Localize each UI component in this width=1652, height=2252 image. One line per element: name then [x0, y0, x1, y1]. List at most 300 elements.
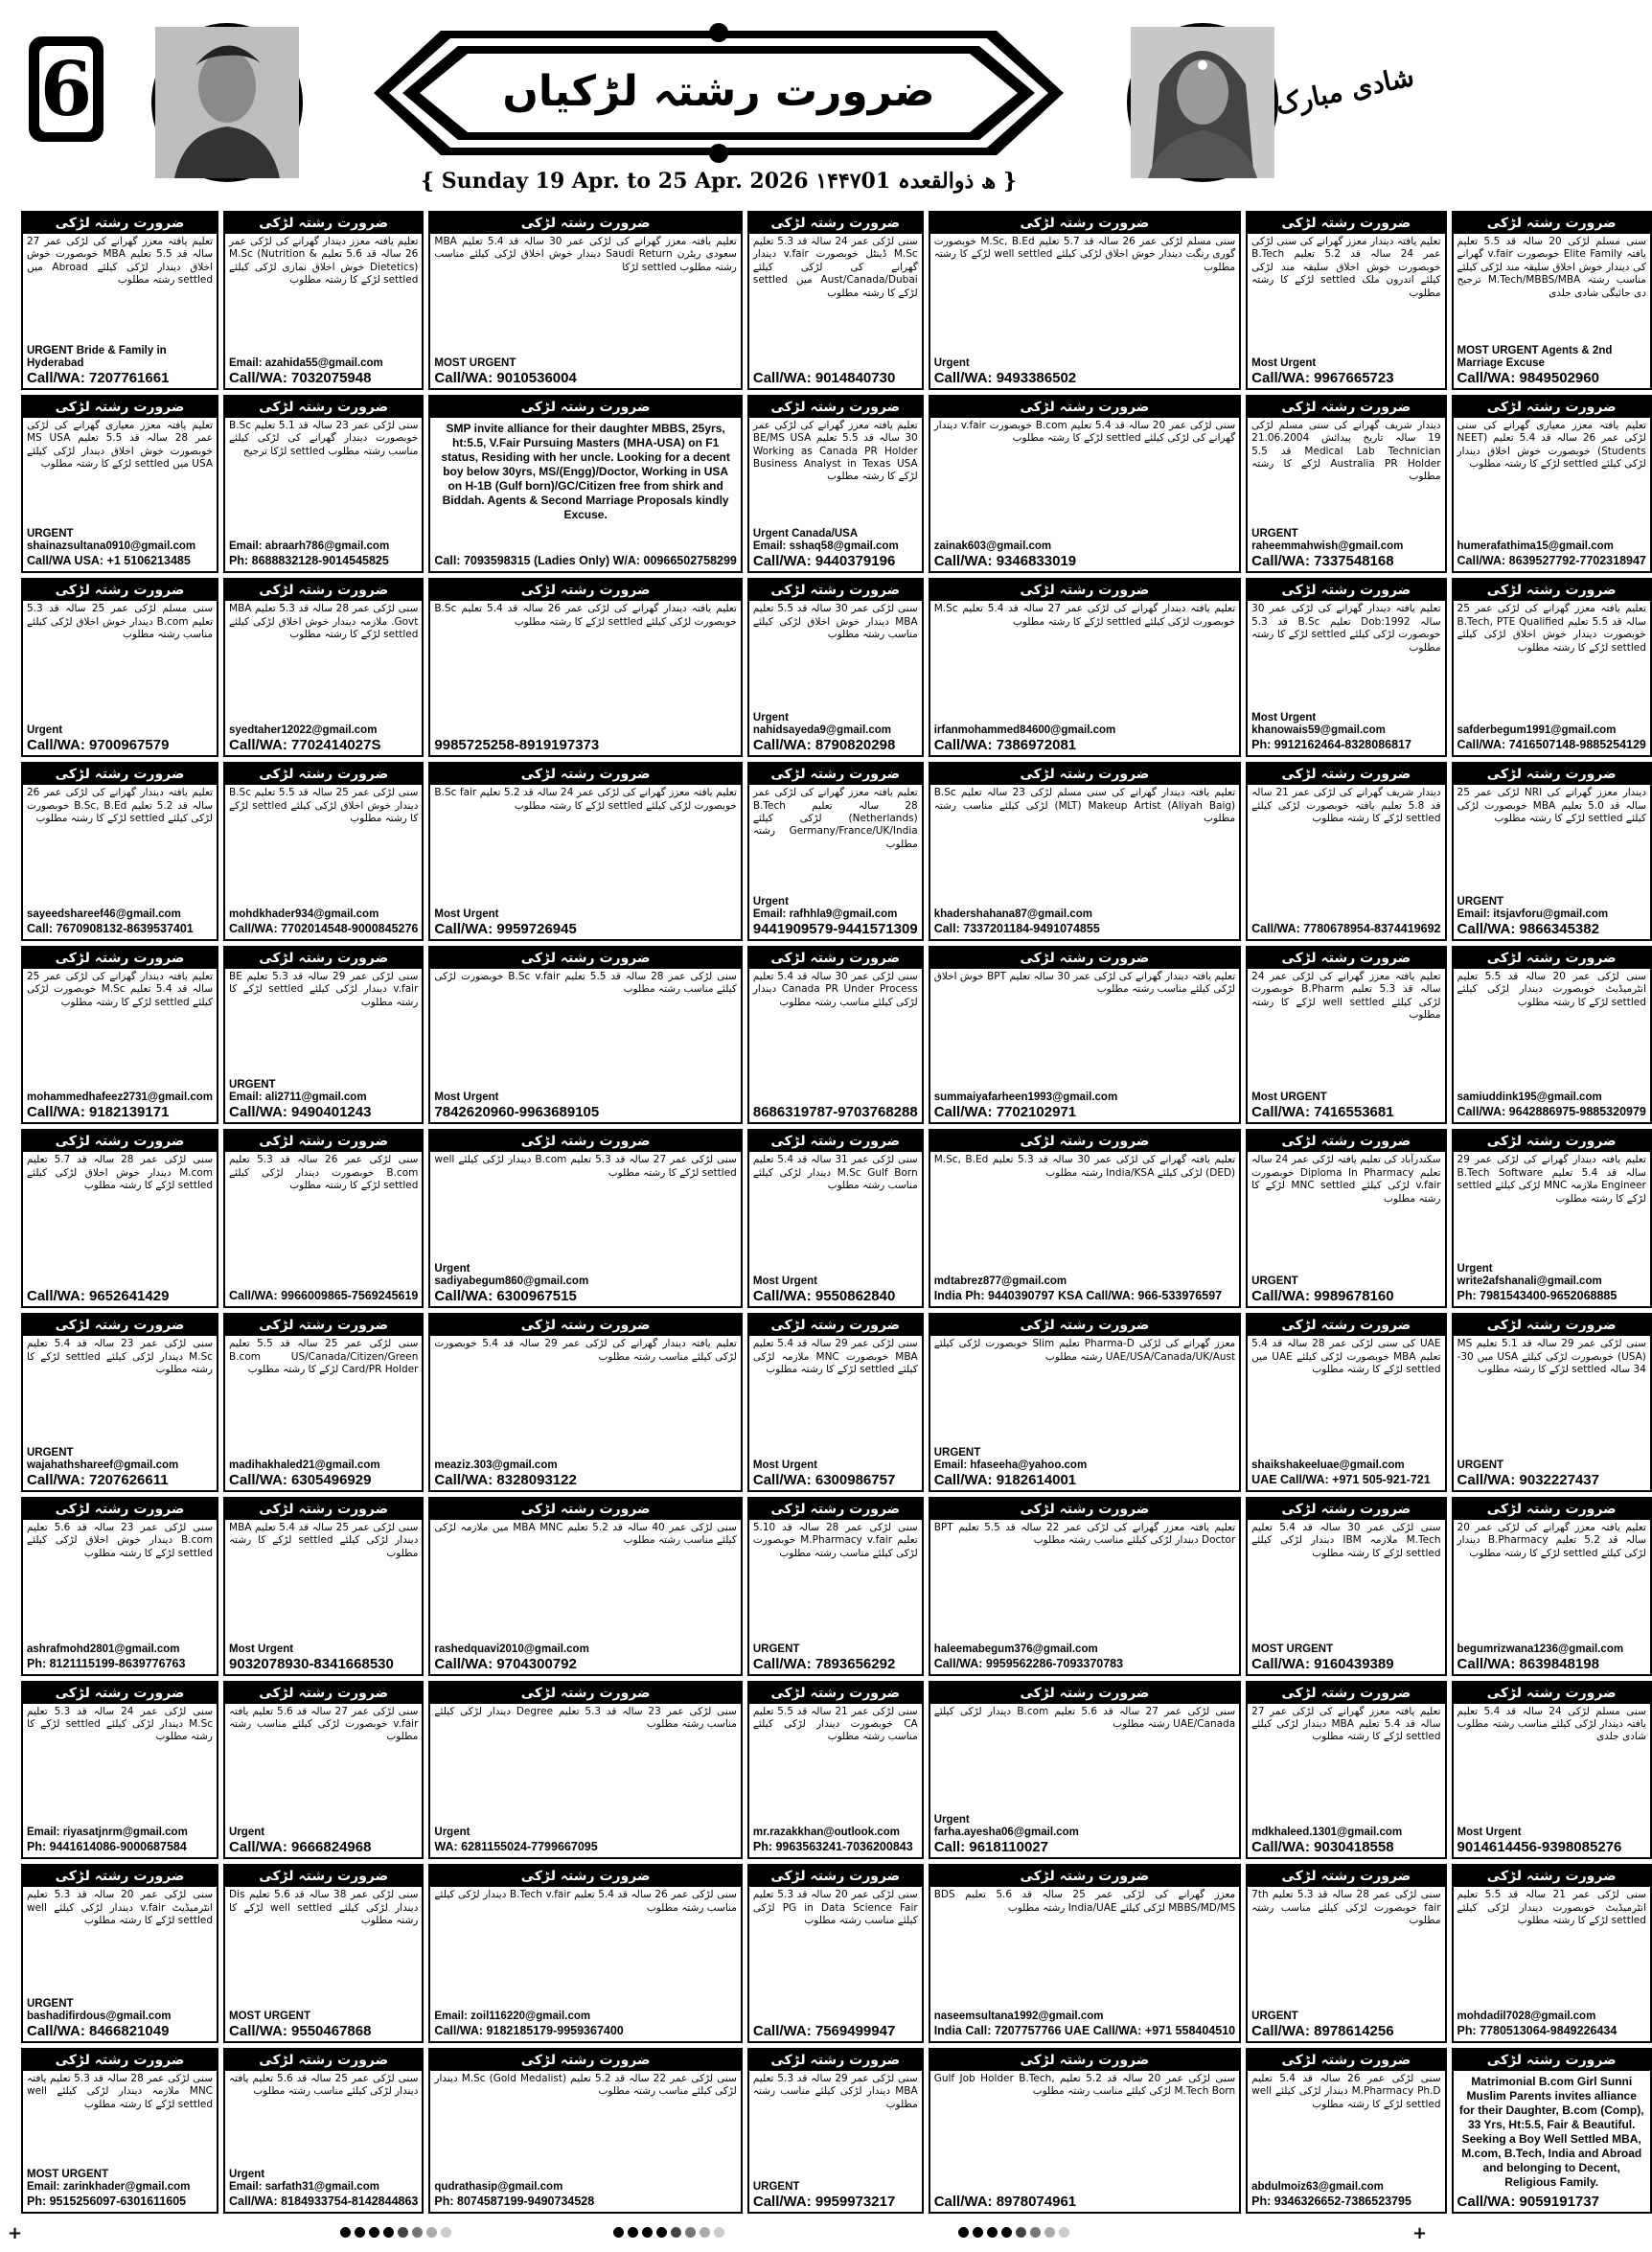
ad-contact: Call/WA: 7780678954-8374419692 [1251, 921, 1441, 935]
ad-body: سنی لڑکی عمر 28 سالہ قد 5.3 تعلیم MBA Govt. ملازمہ دیندار خوش اخلاق لڑکی کیلئے settled لڑکے کا رشتہ مطلوب [229, 603, 419, 641]
classified-ad [929, 2048, 1241, 2214]
ad-urgency-tag: URGENT [27, 1997, 74, 2010]
ad-body: سنی لڑکی عمر 27 سالہ قد 5.3 تعلیم B.com دیندار لڑکی کیلئے well settled لڑکے کا رشتہ مطلوب [434, 1154, 737, 1179]
ad-body: سنی لڑکی عمر 24 سالہ قد 5.3 تعلیم M.Sc ڈینٹل خوبصورت v.fair دیندار گھرانے کی لڑکی کیلئے Aust/Canada/Dubai میں settled لڑکے کا رشتہ مطلوب [752, 236, 918, 299]
ad-urgency-tag: Urgent [1457, 1263, 1493, 1275]
ad-contact: Call/WA: 7032075948 [229, 369, 372, 386]
classified-ad [223, 2048, 424, 2214]
classified-ad [1452, 1313, 1652, 1492]
ad-email: qudrathasip@gmail.com [434, 2181, 563, 2193]
ad-heading: ضرورت رشتہ لڑکی [430, 580, 740, 601]
classified-ad [428, 762, 742, 941]
ad-email: mr.razakkhan@outlook.com [752, 1827, 900, 1839]
ad-heading: ضرورت رشتہ لڑکی [1454, 948, 1650, 969]
ad-email: sayeedshareef46@gmail.com [27, 908, 181, 920]
ad-body: سنی لڑکی عمر 30 سالہ قد 5.4 تعلیم Canada PR Under Process دیندار لڑکی کیلئے مناسب رشتہ مطلوب [752, 970, 918, 1008]
ad-heading: ضرورت رشتہ لڑکی [430, 1499, 740, 1520]
ad-contact: Call/WA: 8978074961 [933, 2194, 1077, 2210]
ad-body: سنی لڑکی عمر 26 سالہ قد 5.3 تعلیم B.com خوبصورت دیندار لڑکی کیلئے settled لڑکے کا رشتہ مطلوب [229, 1154, 419, 1192]
color-bar-center [613, 2227, 724, 2238]
classified-ad [747, 946, 924, 1125]
ad-contact: 7842620960-9963689105 [434, 1104, 600, 1121]
classified-ad [1246, 1497, 1446, 1676]
ad-heading: ضرورت رشتہ لڑکی [749, 1683, 922, 1704]
ad-contact: Call/WA: 7416553681 [1251, 1104, 1394, 1121]
ad-body: تعلیم یافتہ معزز گھرانے کی لڑکی عمر 30 سالہ قد 5.5 تعلیم BE/MS USA Working as Canada PR Holder Business Analyst in Texas USA لڑکے کا رشتہ مطلوب [752, 419, 918, 483]
classified-ad [1246, 395, 1446, 574]
classified-ad [21, 1497, 218, 1676]
ad-contact: Call/WA: 9440379196 [752, 553, 896, 570]
classified-ad [747, 578, 924, 757]
classified-ad [428, 1681, 742, 1860]
ad-email: Email: rafhhla9@gmail.com [752, 908, 898, 920]
ad-contact: Call/WA: 9032227437 [1457, 1471, 1599, 1488]
ad-body: تعلیم یافتہ معزز گھرانے کی لڑکی عمر 24 سالہ قد 5.3 تعلیم B.Pharm خوبصورت لڑکی کیلئے well settled لڑکے کا رشتہ مطلوب [1251, 970, 1441, 1022]
ad-heading: ضرورت رشتہ لڑکی [1454, 397, 1650, 418]
ad-body: سنی لڑکی عمر 30 سالہ قد 5.4 تعلیم M.Tech ملازمہ IBM دیندار لڑکی کیلئے settled لڑکے کا رشتہ مطلوب [1251, 1521, 1441, 1559]
ad-email: mohammedhafeez2731@gmail.com [27, 1092, 214, 1104]
ad-email: madihakhaled21@gmail.com [229, 1459, 380, 1471]
ad-body: سنی لڑکی عمر 29 سالہ قد 5.3 تعلیم MBA دیندار لڑکی کیلئے مناسب رشتہ مطلوب [752, 2072, 918, 2110]
ad-contact: Call/WA: 6300967515 [434, 1288, 577, 1305]
ad-email: naseemsultana1992@gmail.com [933, 2010, 1104, 2022]
classified-ad [21, 762, 218, 941]
ad-heading: ضرورت رشتہ لڑکی [930, 1499, 1239, 1520]
ad-email: ashrafmohd2801@gmail.com [27, 1643, 180, 1655]
ad-urgency-tag: URGENT Bride & Family in Hyderabad [27, 344, 167, 369]
ad-contact: Call: 7670908132-8639537401 [27, 921, 194, 935]
page-footer [0, 2221, 1437, 2250]
ad-body: سنی لڑکی عمر 38 سالہ قد 5.6 تعلیم Dis دیندار لڑکی کیلئے well settled لڑکے کا رشتہ مطلوب [229, 1889, 419, 1927]
ad-urgency-tag: MOST URGENT [434, 356, 516, 369]
ad-heading: ضرورت رشتہ لڑکی [1454, 1866, 1650, 1887]
ad-urgency-tag: URGENT [752, 2181, 800, 2193]
ad-body: تعلیم یافتہ دیندار گھرانے کی لڑکی عمر 27 سالہ قد 5.4 تعلیم M.Sc خوبصورت لڑکی کیلئے settled لڑکے کا رشتہ مطلوب [933, 603, 1236, 628]
ad-body: تعلیم یافتہ معزز گھرانے کی لڑکی عمر 20 سالہ قد 5.2 تعلیم B.Pharmacy دیندار لڑکی کیلئے settled لڑکے کا رشتہ مطلوب [1457, 1521, 1646, 1559]
ad-contact: Call/WA USA: +1 5106213485 [27, 554, 191, 568]
ad-body: تعلیم یافتہ دیندار گھرانے کی سنی مسلم لڑکی 23 سالہ تعلیم B.Sc (MLT) Makeup Artist (Aliyah Baig) لڑکی کیلئے مناسب رشتہ مطلوب [933, 787, 1236, 824]
ad-body: سنی لڑکی عمر 20 سالہ قد 5.3 تعلیم انٹرمیڈیٹ v.fair دیندار لڑکی کیلئے well settled لڑکے کا رشتہ مطلوب [27, 1889, 214, 1927]
ad-body: تعلیم یافتہ دیندار معزز گھرانے کی سنی لڑکی عمر 24 سالہ قد 5.2 تعلیم B.Tech خوبصورت خوش اخلاق سلیقہ مند لڑکی کیلئے اندرون ملک settled لڑکے کا رشتہ مطلوب [1251, 236, 1441, 299]
ad-body: سنی لڑکی عمر 28 سالہ قد 5.3 تعلیم یافتہ MNC ملازمہ دیندار لڑکی کیلئے well settled لڑکے کا رشتہ مطلوب [27, 2072, 214, 2110]
classified-ad [428, 1497, 742, 1676]
ad-body: تعلیم یافتہ دیندار گھرانے کی لڑکی عمر 30 سالہ تعلیم BPT خوش اخلاق لڑکی کیلئے مناسب رشتہ مطلوب [933, 970, 1236, 996]
classified-ad [1246, 1313, 1446, 1492]
ad-body: معزز گھرانے کی لڑکی Pharma-D تعلیم Slim خوبصورت لڑکی کیلئے UAE/USA/Canada/UK/Aust رشتہ مطلوب [933, 1338, 1236, 1363]
ad-contact: Call/WA: 7702014548-9000845276 [229, 921, 419, 935]
ad-body: تعلیم یافتہ معزز دیندار گھرانے کی لڑکی عمر 26 سالہ قد 5.6 تعلیم M.Sc (Nutrition & Dietetics) خوش اخلاق نمازی لڑکی کیلئے settled لڑکے کا رشتہ مطلوب [229, 236, 419, 287]
ad-body: سنی لڑکی عمر 24 سالہ قد 5.3 تعلیم M.Sc دیندار لڑکی کیلئے settled لڑکے کا رشتہ مطلوب [27, 1705, 214, 1743]
ad-contact: Call/WA: 8978614256 [1251, 2022, 1394, 2039]
classified-ad [1246, 211, 1446, 390]
ad-contact: Call/WA: 9010536004 [434, 369, 577, 386]
ad-body: تعلیم یافتہ معزز گھرانے کی لڑکی عمر 30 سالہ قد 5.4 تعلیم MBA سعودی ریٹرن Saudi Return دیندار خوش اخلاق لڑکی کیلئے مناسب رشتہ مطلوب settled لڑکا [434, 236, 737, 273]
ad-email: Email: riyasatjnrm@gmail.com [27, 1827, 188, 1839]
ad-contact: Call/WA: 9866345382 [1457, 920, 1599, 937]
classified-ad [428, 1864, 742, 2043]
classified-ad [21, 578, 218, 757]
ad-heading: ضرورت رشتہ لڑکی [23, 2050, 217, 2071]
ad-contact: Call/WA: 9652641429 [27, 1288, 170, 1305]
ad-heading: ضرورت رشتہ لڑکی [23, 1315, 217, 1336]
ad-email: write2afshanali@gmail.com [1457, 1275, 1602, 1288]
ad-contact: Call/WA: 9490401243 [229, 1104, 372, 1121]
classified-ad [21, 1681, 218, 1860]
ad-contact: Call/WA: 9989678160 [1251, 1288, 1394, 1305]
classified-ad [223, 211, 424, 390]
ad-contact: Call/WA: 7207626611 [27, 1471, 169, 1488]
ad-urgency-tag: URGENT [1251, 528, 1298, 540]
ad-heading: ضرورت رشتہ لڑکی [1454, 1315, 1650, 1336]
ad-heading: ضرورت رشتہ لڑکی [1248, 1131, 1444, 1152]
ad-email: Email: azahida55@gmail.com [229, 356, 383, 369]
ad-contact: Call/WA: 9966009865-7569245619 [229, 1289, 419, 1303]
ad-body: سنی لڑکی عمر 26 سالہ قد 5.4 تعلیم B.Tech v.fair دیندار لڑکی کیلئے مناسب رشتہ مطلوب [434, 1889, 737, 1914]
ad-email: bashadifirdous@gmail.com [27, 2010, 172, 2022]
ad-body: سنی لڑکی عمر 20 سالہ قد 5.4 تعلیم B.com خوبصورت v.fair دیندار گھرانے کی لڑکی کیلئے settled لڑکے کا رشتہ مطلوب [933, 419, 1236, 445]
ad-contact: UAE Call/WA: +971 505-921-721 [1251, 1472, 1431, 1486]
ad-heading: ضرورت رشتہ لڑکی [430, 1131, 740, 1152]
ad-contact: Call/WA: 9030418558 [1251, 1839, 1394, 1856]
ad-contact: Call/WA: 9959726945 [434, 920, 577, 937]
classified-ad [929, 1497, 1241, 1676]
ad-email: begumrizwana1236@gmail.com [1457, 1643, 1624, 1655]
ad-contact: Call/WA: 7386972081 [933, 737, 1077, 754]
ad-email: mohdkhader934@gmail.com [229, 908, 379, 920]
ad-urgency-tag: URGENT [1457, 1459, 1504, 1471]
ad-contact: Ph: 7981543400-9652068885 [1457, 1289, 1618, 1303]
ad-contact: Ph: 9912162464-8328086817 [1251, 738, 1411, 752]
ad-heading: ضرورت رشتہ لڑکی [930, 1315, 1239, 1336]
ad-contact: Call/WA: 6305496929 [229, 1471, 372, 1488]
ad-body: سنی لڑکی عمر 21 سالہ قد 5.5 تعلیم CA خوبصورت دیندار لڑکی کیلئے مناسب رشتہ مطلوب [752, 1705, 918, 1743]
ad-body: سنی لڑکی عمر 23 سالہ قد 5.1 تعلیم B.Sc خوبصورت دیندار گھرانے کی لڑکی کیلئے مناسب رشتہ مطلوب settled لڑکا ترجیح [229, 419, 419, 457]
ad-contact: 9985725258-8919197373 [434, 737, 600, 754]
ad-heading: ضرورت رشتہ لڑکی [225, 1131, 422, 1152]
classified-ad [1452, 211, 1652, 390]
ad-urgency-tag: URGENT [1251, 2010, 1298, 2022]
ad-body: سنی لڑکی عمر 28 سالہ قد 5.10 تعلیم M.Pharmacy v.fair خوبصورت لڑکی کیلئے مناسب رشتہ مطلوب [752, 1521, 918, 1559]
ad-email: Email: hfaseeha@yahoo.com [933, 1459, 1088, 1471]
ad-urgency-tag: URGENT [933, 1446, 981, 1459]
classified-ad [223, 395, 424, 574]
ad-contact: Ph: 8074587199-9490734528 [434, 2195, 595, 2208]
classified-ad [21, 211, 218, 390]
ad-heading: ضرورت رشتہ لڑکی [1454, 213, 1650, 234]
ad-email: Email: abraarh786@gmail.com [229, 540, 390, 553]
page-number-badge [29, 36, 103, 142]
ad-contact: 9014614456-9398085276 [1457, 1839, 1622, 1856]
ad-heading: ضرورت رشتہ لڑکی [225, 764, 422, 785]
ad-urgency-tag: Urgent [933, 1814, 970, 1827]
ad-heading: ضرورت رشتہ لڑکی [1248, 1315, 1444, 1336]
classified-ad [1246, 1681, 1446, 1860]
ad-heading: ضرورت رشتہ لڑکی [749, 580, 922, 601]
classified-ad [929, 578, 1241, 757]
classified-ad [929, 1313, 1241, 1492]
ad-email: humerafathima15@gmail.com [1457, 540, 1614, 553]
ad-heading: ضرورت رشتہ لڑکی [749, 213, 922, 234]
ad-email: abdulmoiz63@gmail.com [1251, 2181, 1384, 2193]
classified-ad [1452, 395, 1652, 574]
ad-heading: ضرورت رشتہ لڑکی [23, 1683, 217, 1704]
color-bar-left [340, 2227, 451, 2238]
shadi-mubarak-label: شادی مبارک [1273, 60, 1417, 121]
ad-email: samiuddink195@gmail.com [1457, 1092, 1602, 1104]
ad-body: تعلیم یافتہ دیندار گھرانے کی لڑکی عمر 25 سالہ قد 5.4 تعلیم M.Sc خوبصورت لڑکی کیلئے settled لڑکے کا رشتہ مطلوب [27, 970, 214, 1008]
classified-ad [929, 395, 1241, 574]
classified-ad [1452, 1681, 1652, 1860]
classified-ad [223, 762, 424, 941]
classified-ad [428, 946, 742, 1125]
ad-email: wajahathshareef@gmail.com [27, 1459, 179, 1471]
ad-heading: ضرورت رشتہ لڑکی [749, 1131, 922, 1152]
ad-body: سنی لڑکی عمر 25 سالہ قد 5.5 تعلیم B.Sc دیندار خوش اخلاق لڑکی کیلئے settled لڑکے کا رشتہ مطلوب [229, 787, 419, 824]
classified-ad [428, 1313, 742, 1492]
ad-contact: Call/WA: 9666824968 [229, 1839, 372, 1856]
ad-contact: Call/WA: 9642886975-9885320979 [1457, 1105, 1646, 1119]
ad-urgency-tag: MOST URGENT [1251, 1643, 1334, 1655]
classified-ad [428, 395, 742, 574]
ad-urgency-tag: Urgent Canada/USA [752, 528, 859, 540]
ad-email: Email: sarfath31@gmail.com [229, 2181, 379, 2193]
ad-heading: ضرورت رشتہ لڑکی [1454, 580, 1650, 601]
ad-heading: ضرورت رشتہ لڑکی [430, 1315, 740, 1336]
ad-email: Email: itsjavforu@gmail.com [1457, 908, 1609, 920]
ad-contact: Call: 7337201184-9491074855 [933, 921, 1100, 935]
classified-ad [747, 395, 924, 574]
ad-contact: Call/WA: 9014840730 [752, 369, 896, 386]
classified-ad [1246, 762, 1446, 941]
ad-body: سکندرآباد کی تعلیم یافتہ لڑکی عمر 24 سالہ تعلیم Diploma In Pharmacy خوبصورت v.fair لڑکی کیلئے MNC settled لڑکے کا رشتہ مطلوب [1251, 1154, 1441, 1205]
classified-ad [223, 1497, 424, 1676]
ad-email: syedtaher12022@gmail.com [229, 724, 378, 737]
ad-email: summaiyafarheen1993@gmail.com [933, 1092, 1118, 1104]
ad-contact: Call/WA: 7702102971 [933, 1104, 1077, 1121]
registration-mark-right: + [1412, 2223, 1428, 2243]
ad-heading: ضرورت رشتہ لڑکی [749, 1499, 922, 1520]
ad-contact: Call/WA: 9959973217 [752, 2194, 896, 2210]
ad-heading: ضرورت رشتہ لڑکی [930, 948, 1239, 969]
ad-body: UAE کی سنی لڑکی عمر 28 سالہ قد 5.4 تعلیم MBA خوبصورت لڑکی کیلئے UAE میں settled لڑکے کا رشتہ مطلوب [1251, 1338, 1441, 1375]
ad-contact: Call/WA: 9849502960 [1457, 369, 1599, 386]
ad-contact: Call/WA: 7569499947 [752, 2022, 896, 2039]
ad-urgency-tag: Urgent [434, 1263, 470, 1275]
ad-urgency-tag: Urgent [434, 1827, 470, 1839]
ad-heading: ضرورت رشتہ لڑکی [749, 397, 922, 418]
ad-contact: Call/WA: 9704300792 [434, 1655, 577, 1672]
ad-body: SMP invite alliance for their daughter MBBS, 25yrs, ht:5.5, V.Fair Pursuing Masters (MHA-USA) on F1 status, Residing with her uncle. Looking for a decent boy below 30yrs, MS/(Engg)/Doctor, Working in USA on H-1B (Gulf born)/GC/Citizen free from shirk and Biddah. Agents & Second Marriage Proposals kindly Excuse. [441, 421, 730, 521]
classified-ad [929, 211, 1241, 390]
classified-ad [747, 762, 924, 941]
ad-urgency-tag: Urgent [752, 895, 789, 908]
classified-ad [1246, 2048, 1446, 2214]
ad-email: Email: zarinkhader@gmail.com [27, 2181, 191, 2193]
ad-body: سنی لڑکی عمر 28 سالہ قد 5.3 تعلیم 7th fair خوبصورت لڑکی کیلئے مناسب رشتہ مطلوب [1251, 1889, 1441, 1927]
ad-heading: ضرورت رشتہ لڑکی [225, 213, 422, 234]
ad-heading: ضرورت رشتہ لڑکی [23, 213, 217, 234]
ad-urgency-tag: MOST URGENT [27, 2169, 108, 2180]
ad-heading: ضرورت رشتہ لڑکی [930, 213, 1239, 234]
ad-contact: Call/WA: 9550467868 [229, 2022, 372, 2039]
ad-body: سنی لڑکی عمر 27 سالہ قد 5.6 تعلیم B.com دیندار لڑکی کیلئے UAE/Canada رشتہ مطلوب [933, 1705, 1236, 1730]
classified-ad [747, 1864, 924, 2043]
classified-ad [223, 1864, 424, 2043]
ad-heading: ضرورت رشتہ لڑکی [430, 397, 740, 418]
page-number: 6 [39, 45, 93, 133]
ad-body: سنی مسلم لڑکی 20 سالہ قد 5.5 تعلیم یافتہ Elite Family خوبصورت v.fair گھرانے کی دیندار خوش اخلاق سلیقہ مند لڑکی کیلئے مناسب رشتہ M.Tech/MBBS/MBA ترجیح دی جائیگی شادی جلدی [1457, 236, 1646, 299]
ad-heading: ضرورت رشتہ لڑکی [23, 1131, 217, 1152]
ad-urgency-tag: Urgent [933, 356, 970, 369]
ad-heading: ضرورت رشتہ لڑکی [225, 948, 422, 969]
ad-urgency-tag: Urgent [229, 1827, 265, 1839]
ad-contact: Call/WA: 9700967579 [27, 737, 170, 754]
ad-heading: ضرورت رشتہ لڑکی [749, 764, 922, 785]
classified-ad [21, 395, 218, 574]
ad-email: farha.ayesha06@gmail.com [933, 1827, 1079, 1839]
ad-contact: Call/WA: 7893656292 [752, 1655, 896, 1672]
ad-urgency-tag: Most Urgent [434, 1092, 499, 1104]
ad-heading: ضرورت رشتہ لڑکی [225, 1866, 422, 1887]
ad-contact: Call/WA: 8184933754-8142844863 [229, 2195, 419, 2208]
ad-body: Matrimonial B.com Girl Sunni Muslim Parents invites alliance for their Daughter, B.com (Comp), 33 Yrs, Ht:5.5, Fair & Beautiful. Seeking a Boy Well Settled MBA, M.com, B.Tech, India and Abroad and belonging to Decent, Religious Family. [1458, 2074, 1644, 2189]
ad-urgency-tag: Most Urgent [752, 1459, 817, 1471]
ad-body: تعلیم یافتہ معزز گھرانے کی لڑکی عمر 27 سالہ قد 5.4 تعلیم MBA دیندار لڑکی کیلئے settled لڑکے کا رشتہ مطلوب [1251, 1705, 1441, 1743]
classified-ad [428, 2048, 742, 2214]
classified-ad [21, 946, 218, 1125]
ad-body: سنی لڑکی عمر 20 سالہ قد 5.5 تعلیم انٹرمیڈیٹ خوبصورت دیندار لڑکی کیلئے settled لڑکے کا رشتہ مطلوب [1457, 970, 1646, 1008]
ad-heading: ضرورت رشتہ لڑکی [23, 1499, 217, 1520]
classified-ad [1246, 578, 1446, 757]
classified-ad [1452, 2048, 1652, 2214]
ad-contact: Call/WA: 9959562286-7093370783 [933, 1656, 1124, 1670]
ad-body: تعلیم یافتہ معزز گھرانے کی لڑکی عمر 27 سالہ قد 5.5 تعلیم MBA خوبصورت خوش اخلاق دیندار لڑکی کیلئے Abroad میں settled رشتہ مطلوب [27, 236, 214, 287]
classified-ad [21, 1129, 218, 1308]
classified-ad [21, 1864, 218, 2043]
ad-contact: Ph: 9515256097-6301611605 [27, 2195, 187, 2208]
ad-contact: 8686319787-9703768288 [752, 1104, 918, 1121]
ad-heading: ضرورت رشتہ لڑکی [23, 764, 217, 785]
ad-body: سنی لڑکی عمر 29 سالہ قد 5.3 تعلیم BE v.fair دیندار لڑکی کیلئے settled لڑکے کا رشتہ مطلوب [229, 970, 419, 1008]
ad-body: سنی لڑکی عمر 20 سالہ قد 5.2 تعلیم Gulf Job Holder B.Tech, M.Tech Born لڑکی کیلئے مناسب رشتہ مطلوب [933, 2072, 1236, 2098]
ad-email: Email: zoil116220@gmail.com [434, 2010, 591, 2022]
ad-contact: Call/WA: 9182185179-9959367400 [434, 2023, 624, 2037]
groom-portrait [151, 23, 303, 182]
ad-email: haleemabegum376@gmail.com [933, 1643, 1098, 1655]
classified-ad [1452, 1129, 1652, 1308]
ad-heading: ضرورت رشتہ لڑکی [430, 2050, 740, 2071]
ad-contact: Call/WA: 8639527792-7702318947 [1457, 554, 1646, 568]
ad-body: سنی لڑکی عمر 28 سالہ قد 5.5 تعلیم B.Sc v.fair خوبصورت لڑکی کیلئے مناسب رشتہ مطلوب [434, 970, 737, 996]
registration-mark-left: + [8, 2223, 23, 2243]
ad-contact: Ph: 8688832128-9014545825 [229, 554, 389, 568]
ad-heading: ضرورت رشتہ لڑکی [1248, 213, 1444, 234]
ad-heading: ضرورت رشتہ لڑکی [749, 1315, 922, 1336]
ad-contact: Call: 7093598315 (Ladies Only) W/A: 00966502758299 [434, 554, 737, 568]
ad-heading: ضرورت رشتہ لڑکی [430, 948, 740, 969]
ad-email: khanowais59@gmail.com [1251, 724, 1386, 737]
classified-ad [21, 1313, 218, 1492]
classified-ad [1246, 1129, 1446, 1308]
ad-heading: ضرورت رشتہ لڑکی [23, 580, 217, 601]
classified-ad [1246, 1864, 1446, 2043]
ad-body: سنی لڑکی عمر 29 سالہ قد 5.1 تعلیم MS (USA) خوبصورت لڑکی کیلئے USA میں 30-34 سالہ settled لڑکے کا رشتہ مطلوب [1457, 1338, 1646, 1375]
ad-heading: ضرورت رشتہ لڑکی [1454, 2050, 1650, 2071]
ad-contact: Call/WA: 9493386502 [933, 369, 1077, 386]
classified-ad [1246, 946, 1446, 1125]
classified-ad [428, 1129, 742, 1308]
ad-body: سنی لڑکی عمر 23 سالہ قد 5.6 تعلیم B.com دیندار خوش اخلاق لڑکی کیلئے settled لڑکے کا رشتہ مطلوب [27, 1521, 214, 1559]
ad-body: سنی لڑکی عمر 29 سالہ قد 5.4 تعلیم MBA خوبصورت MNC ملازمہ لڑکی کیلئے settled لڑکے کا رشتہ مطلوب [752, 1338, 918, 1375]
ad-contact: WA: 6281155024-7799667095 [434, 1840, 598, 1854]
dateline: { Sunday 19 Apr. to 25 Apr. 2026 ۱۴۴۷ھ ذوالقعدہ 01 } [420, 169, 1018, 194]
ad-contact: Ph: 7780513064-9849226434 [1457, 2023, 1618, 2037]
ad-body: سنی لڑکی عمر 40 سالہ قد 5.2 تعلیم MBA MNC میں ملازمہ لڑکی کیلئے مناسب رشتہ مطلوب [434, 1521, 737, 1547]
ad-urgency-tag: Most Urgent [1251, 712, 1317, 724]
ad-body: تعلیم یافتہ معزز گھرانے کی لڑکی عمر 28 سالہ تعلیم B.Tech (Netherlands) لڑکی کیلئے Germany/France/UK/India رشتہ مطلوب [752, 787, 918, 850]
ad-heading: ضرورت رشتہ لڑکی [23, 397, 217, 418]
ad-urgency-tag: URGENT [752, 1643, 800, 1655]
ad-body: دیندار شریف گھرانے کی لڑکی عمر 21 سالہ قد 5.8 تعلیم یافتہ خوبصورت لڑکی کیلئے settled لڑکے کا رشتہ مطلوب [1251, 787, 1441, 824]
ad-heading: ضرورت رشتہ لڑکی [430, 1683, 740, 1704]
ad-heading: ضرورت رشتہ لڑکی [1248, 764, 1444, 785]
ad-contact: Call/WA: 8466821049 [27, 2022, 170, 2039]
ad-heading: ضرورت رشتہ لڑکی [930, 1683, 1239, 1704]
ad-body: تعلیم یافتہ دیندار گھرانے کی لڑکی عمر 29 سالہ قد 5.4 خوبصورت لڑکی کیلئے مناسب رشتہ مطلوب [434, 1338, 737, 1363]
ad-contact: Call/WA: 9346833019 [933, 553, 1077, 570]
ad-contact: Call/WA: 9550862840 [752, 1288, 896, 1305]
ad-heading: ضرورت رشتہ لڑکی [930, 1131, 1239, 1152]
classified-ad [747, 1313, 924, 1492]
ad-urgency-tag: MOST URGENT [229, 2010, 310, 2022]
ad-contact: Call/WA: 8328093122 [434, 1471, 577, 1488]
classified-ad [223, 946, 424, 1125]
ad-heading: ضرورت رشتہ لڑکی [1248, 1499, 1444, 1520]
ad-urgency-tag: Most Urgent [434, 908, 499, 920]
ad-contact: Ph: 9346326652-7386523795 [1251, 2195, 1411, 2208]
ad-body: تعلیم یافتہ معزز گھرانے کی لڑکی عمر 24 سالہ قد 5.2 تعلیم B.Sc fair خوبصورت لڑکی کیلئے settled لڑکے کا رشتہ مطلوب [434, 787, 737, 812]
classified-ad [1452, 946, 1652, 1125]
ad-contact: Call/WA: 7702414027S [229, 737, 381, 754]
ad-heading: ضرورت رشتہ لڑکی [225, 397, 422, 418]
classified-ad [747, 1497, 924, 1676]
classified-ad [747, 1129, 924, 1308]
ad-email: irfanmohammed84600@gmail.com [933, 724, 1116, 737]
ad-body: تعلیم یافتہ معزز گھرانے کی لڑکی عمر 22 سالہ قد 5.5 تعلیم BPT Doctor دیندار لڑکی کیلئے مناسب رشتہ مطلوب [933, 1521, 1236, 1547]
ad-contact: Call/WA: 9160439389 [1251, 1655, 1394, 1672]
ad-urgency-tag: URGENT [1251, 1275, 1298, 1288]
ad-urgency-tag: URGENT [229, 1079, 276, 1092]
ad-email: meaziz.303@gmail.com [434, 1459, 558, 1471]
ad-email: mdtabrez877@gmail.com [933, 1275, 1067, 1288]
groom-photo [155, 27, 299, 178]
ad-urgency-tag: Most Urgent [1457, 1827, 1522, 1839]
ad-email: sadiyabegum860@gmail.com [434, 1275, 589, 1288]
ad-heading: ضرورت رشتہ لڑکی [1248, 948, 1444, 969]
ad-body: سنی مسلم لڑکی 24 سالہ قد 5.4 تعلیم یافتہ دیندار لڑکی کیلئے مناسب رشتہ مطلوب شادی جلدی [1457, 1705, 1646, 1743]
ad-contact: India Call: 7207757766 UAE Call/WA: +971 558404510 [933, 2023, 1236, 2037]
ad-body: دیندار شریف گھرانے کی سنی مسلم لڑکی 19 سالہ تاریخ پیدائش 21.06.2004 Medical Lab Technician قد 5.5 Australia PR Holder لڑکے کا رشتہ مطلوب [1251, 419, 1441, 483]
ad-urgency-tag: Most Urgent [752, 1275, 817, 1288]
classified-ad [1452, 762, 1652, 941]
ad-urgency-tag: MOST URGENT Agents & 2nd Marriage Excuse [1457, 344, 1613, 369]
ad-body: سنی لڑکی عمر 22 سالہ قد 5.2 تعلیم M.Sc (Gold Medalist) دیندار لڑکی کیلئے مناسب رشتہ مطلوب [434, 2072, 737, 2098]
ad-heading: ضرورت رشتہ لڑکی [225, 1315, 422, 1336]
ad-body: سنی لڑکی عمر 25 سالہ قد 5.4 تعلیم MBA دیندار لڑکی کیلئے settled لڑکے کا رشتہ مطلوب [229, 1521, 419, 1559]
classified-ad [747, 2048, 924, 2214]
ad-body: سنی لڑکی عمر 26 سالہ قد 5.4 تعلیم M.Pharmacy Ph.D دیندار لڑکی کیلئے well settled لڑکے کا رشتہ مطلوب [1251, 2072, 1441, 2110]
classified-ad [1452, 578, 1652, 757]
